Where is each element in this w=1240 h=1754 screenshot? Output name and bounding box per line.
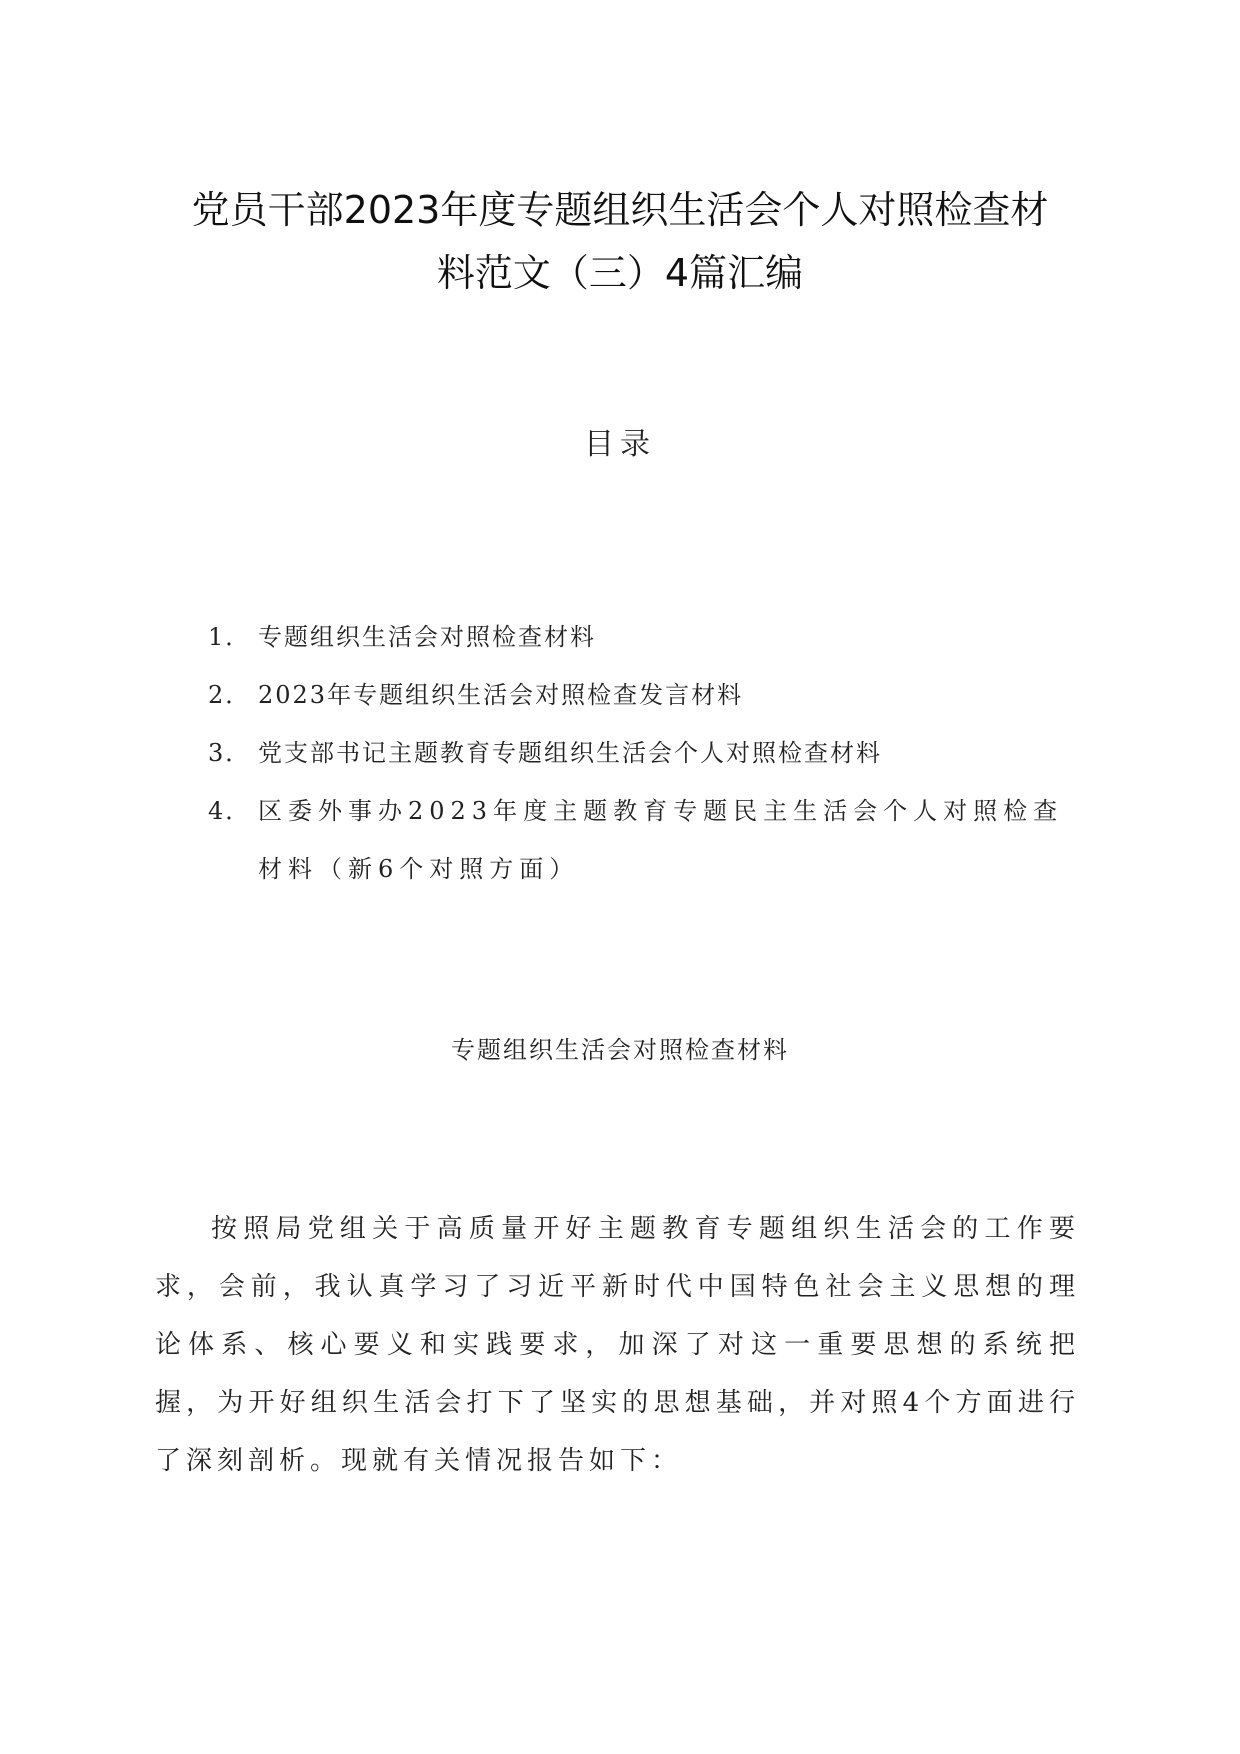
toc-item-number: 4．: [208, 797, 252, 825]
toc-item: [208, 724, 1078, 782]
toc-item-text: 2023年专题组织生活会对照检查发言材料: [258, 681, 744, 709]
document-title-line-1: 党员干部2023年度专题组织生活会个人对照检查材: [191, 188, 1049, 232]
toc-heading: 目录: [584, 427, 656, 462]
toc-item: [208, 782, 1078, 898]
toc-item-number: 1．: [208, 623, 252, 651]
toc-item-text: 专题组织生活会对照检查材料: [258, 623, 596, 651]
section-heading: 专题组织生活会对照检查材料: [451, 1036, 789, 1064]
body-paragraph: 按照局党组关于高质量开好主题教育专题组织生活会的工作要求，会前，我认真学习了习近平新时代中国特色社会主义思想的理论体系、核心要义和实践要求，加深了对这一重要思想的系统把握，为开好组织生活会打下了坚实的思想基础，并对照4个方面进行了深刻剖析。现就有关情况报告如下：: [155, 1214, 1080, 1476]
toc-item: [208, 666, 1078, 724]
toc-item: [208, 608, 1078, 666]
toc-list: [208, 608, 1078, 898]
document-title-line-2: 料范文（三）4篇汇编: [436, 251, 804, 295]
toc-item-number: 3．: [208, 739, 252, 767]
toc-item-number: 2．: [208, 681, 252, 709]
toc-item-text: 区委外事办2023年度主题教育专题民主生活会个人对照检查材料（新6个对照方面）: [258, 797, 1064, 883]
toc-item-text: 党支部书记主题教育专题组织生活会个人对照检查材料: [258, 739, 882, 767]
